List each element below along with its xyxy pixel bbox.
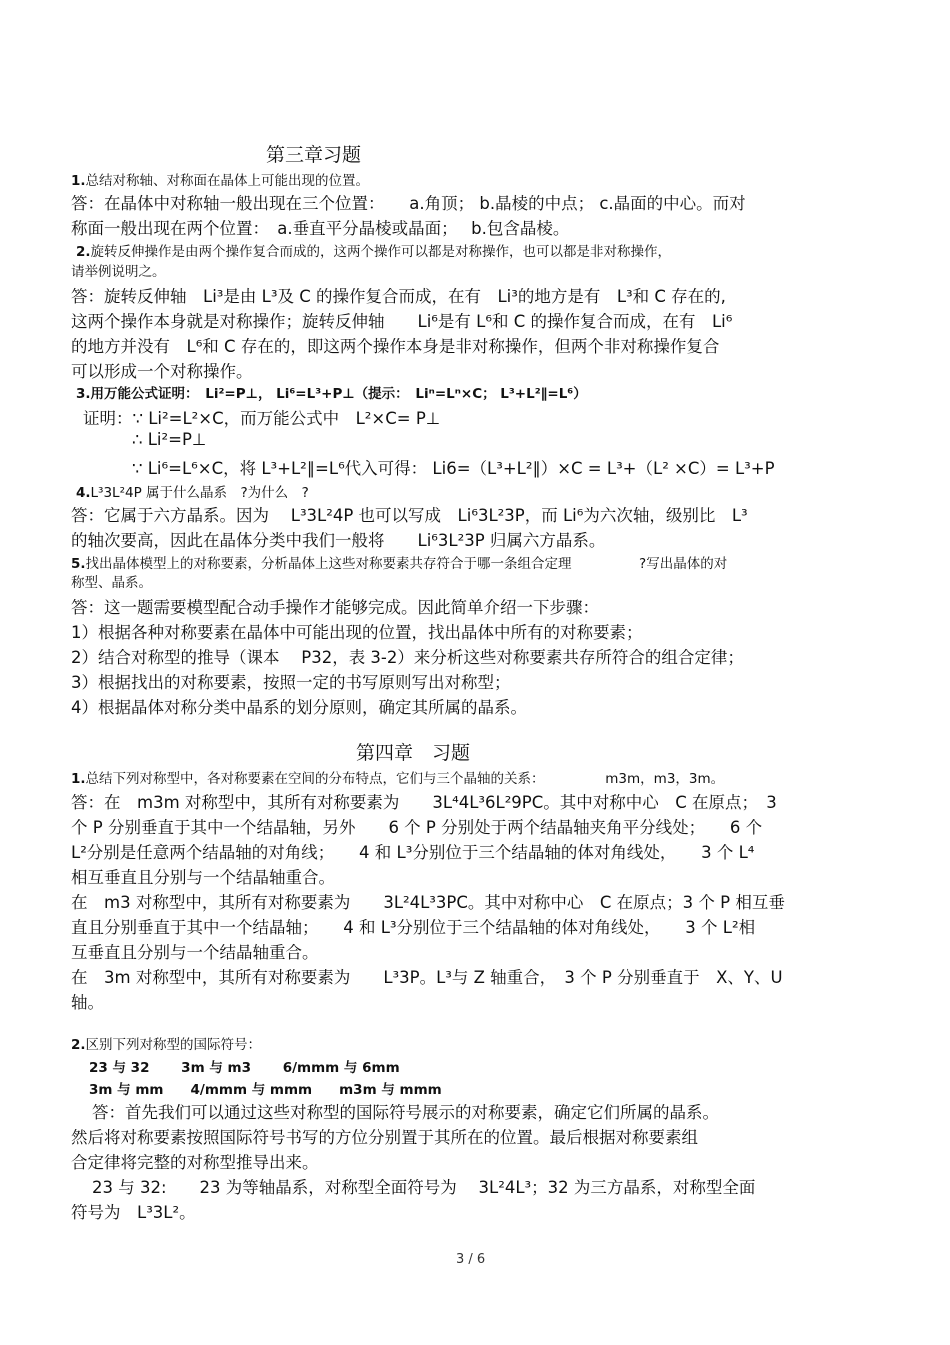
ch4-answer-1-m3-line-3: 互垂直且分别与一个结晶轴重合。 [71,943,319,962]
ch4-question-1-heading: 1.总结下列对称型中，各对称要素在空间的分布特点，它们与三个晶轴的关系： m3m，m3，3m。 [71,771,725,787]
answer-2-line-1: 答：旋转反伸轴 Li³是由 L³及 C 的操作复合而成，在有 Li³的地方是有 L³和 C 存在的, [71,287,726,306]
answer-4-line-2: 的轴次要高，因此在晶体分类中我们一般将 Li⁶3L²3P 归属六方晶系。 [71,531,606,550]
ch4-answer-1-line-3: L²分别是任意两个结晶轴的对角线； 4 和 L³分别位于三个结晶轴的体对角线处， 3 个 L⁴ [71,843,755,862]
question-4-heading: 4.L³3L²4P 属于什么晶系 ?为什么 ? [76,485,309,501]
question-5-heading-2: 称型、晶系。 [71,575,152,591]
question-5-heading: 5.找出晶体模型上的对称要素，分析晶体上这些对称要素共存符合于哪一条组合定理 ?写出晶体的对 [71,556,728,572]
answer-5-step-4: 4）根据晶体对称分类中晶系的划分原则，确定其所属的晶系。 [71,698,527,717]
answer-1-line-2: 称面一般出现在两个位置： a.垂直平分晶棱或晶面； b.包含晶棱。 [71,219,570,238]
answer-4-line-1: 答：它属于六方晶系。因为 L³3L²4P 也可以写成 Li⁶3L²3P，而 Li⁶为六次轴，级别比 L³ [71,506,748,525]
proof-line-1: 证明：∵ Li²=L²×C，而万能公式中 L²×C= P⊥ [83,409,441,428]
page-number: 3 / 6 [456,1252,486,1267]
ch4-answer-1-line-4: 相互垂直且分别与一个结晶轴重合。 [71,868,335,887]
question-3-heading: 3.用万能公式证明： Li²=P⊥， Li⁶=L³+P⊥（提示： Liⁿ=Lⁿ×C； L³+L²∥=L⁶） [76,386,587,402]
answer-5-step-3: 3）根据找出的对称要素，按照一定的书写原则写出对称型； [71,673,511,692]
ch4-answer-1-line-1: 答：在 m3m 对称型中，其所有对称要素为 3L⁴4L³6L²9PC。其中对称中心 C 在原点； 3 [71,793,777,812]
ch4-answer-2-line-5: 符号为 L³3L²。 [71,1203,196,1222]
ch4-answer-1-m3-line-1: 在 m3 对称型中，其所有对称要素为 3L²4L³3PC。其中对称中心 C 在原点；3 个 P 相互垂 [71,893,785,912]
answer-2-line-4: 可以形成一个对称操作。 [71,362,253,381]
ch4-question-2-row-2: 3m 与 mm 4/mmm 与 mmm m3m 与 mmm [89,1082,442,1098]
answer-1-line-1: 答：在晶体中对称轴一般出现在三个位置： a.角顶； b.晶棱的中点； c.晶面的中心。而对 [71,194,746,213]
answer-2-line-2: 这两个操作本身就是对称操作；旋转反伸轴 Li⁶是有 L⁶和 C 的操作复合而成，在有 Li⁶ [71,312,733,331]
ch4-answer-2-line-2: 然后将对称要素按照国际符号书写的方位分别置于其所在的位置。最后根据对称要素组 [71,1128,698,1147]
answer-2-line-3: 的地方并没有 L⁶和 C 存在的，即这两个操作本身是非对称操作，但两个非对称操作复合 [71,337,720,356]
answer-5-step-2: 2）结合对称型的推导（课本 P32，表 3-2）来分析这些对称要素共存所符合的组合定律； [71,648,744,667]
chapter3-title: 第三章习题 [266,144,362,166]
ch4-answer-2-line-1: 答：首先我们可以通过这些对称型的国际符号展示的对称要素，确定它们所属的晶系。 [92,1103,719,1122]
ch4-answer-1-3m-line-2: 轴。 [71,993,104,1012]
ch4-answer-2-line-3: 合定律将完整的对称型推导出来。 [71,1153,319,1172]
question-2-heading-2: 请举例说明之。 [71,264,166,280]
question-1-heading: 1.总结对称轴、对称面在晶体上可能出现的位置。 [71,173,370,189]
ch4-answer-1-m3-line-2: 直且分别垂直于其中一个结晶轴； 4 和 L³分别位于三个结晶轴的体对角线处， 3 个 L²相 [71,918,756,937]
ch4-answer-2-line-4: 23 与 32: 23 为等轴晶系，对称型全面符号为 3L²4L³；32 为三方晶系，对称型全面 [92,1178,756,1197]
question-2-heading: 2.旋转反伸操作是由两个操作复合而成的，这两个操作可以都是对称操作，也可以都是非对称操作， [76,244,672,260]
chapter4-title: 第四章 习题 [356,742,471,764]
answer-5-step-1: 1）根据各种对称要素在晶体中可能出现的位置，找出晶体中所有的对称要素； [71,623,643,642]
ch4-question-2-row-1: 23 与 32 3m 与 m3 6/mmm 与 6mm [89,1060,400,1076]
answer-5-intro: 答：这一题需要模型配合动手操作才能够完成。因此简单介绍一下步骤： [71,598,599,617]
ch4-answer-1-3m-line-1: 在 3m 对称型中，其所有对称要素为 L³3P。L³与 Z 轴重合， 3 个 P 分别垂直于 X、Y、U [71,968,783,987]
proof-line-3: ∵ Li⁶=L⁶×C，将 L³+L²∥=L⁶代入可得： Li6=（L³+L²∥）×C = L³+（L² ×C）= L³+P [132,459,775,478]
ch4-question-2-heading: 2.区别下列对称型的国际符号： [71,1037,262,1053]
proof-line-2: ∴ Li²=P⊥ [132,430,207,449]
ch4-answer-1-line-2: 个 P 分别垂直于其中一个结晶轴，另外 6 个 P 分别处于两个结晶轴夹角平分线处； 6 个 [71,818,763,837]
